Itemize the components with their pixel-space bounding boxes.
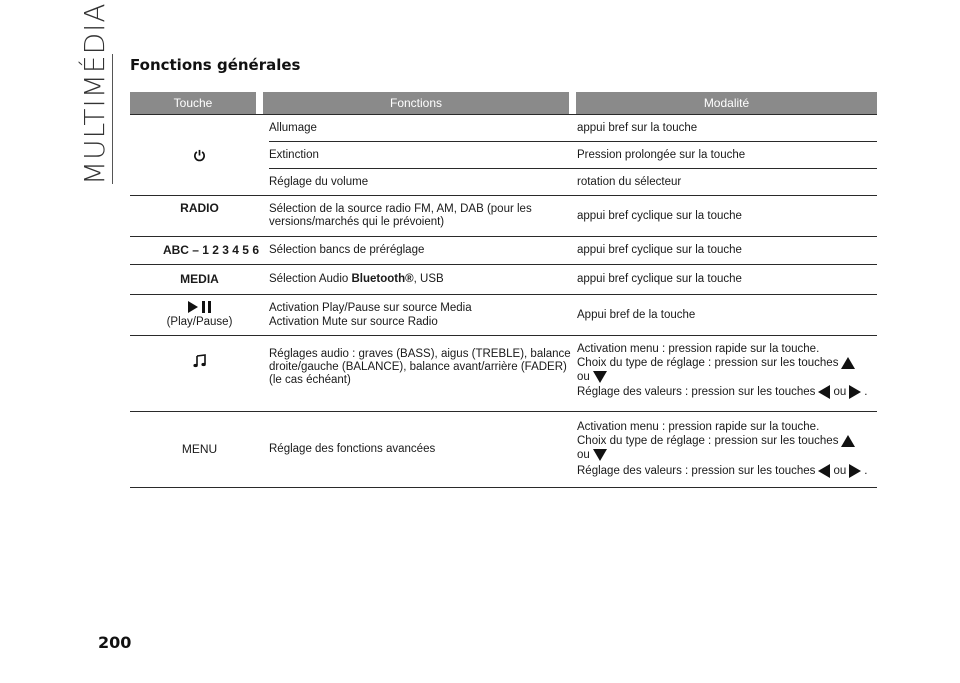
function-text: Sélection bancs de préréglage: [269, 244, 425, 256]
mode-text: Choix du type de réglage : pression sur les touches: [577, 357, 839, 370]
mode-text: Activation menu : pression rapide sur la touche.: [577, 343, 820, 355]
page-number: 200: [98, 633, 132, 652]
table-header: [130, 92, 877, 114]
bluetooth-label: Bluetooth®: [351, 273, 414, 285]
radio-key: RADIO: [180, 201, 219, 215]
table-subrow: [269, 168, 877, 195]
function-text: Sélection de la source radio FM, AM, DAB (pour les versions/marchés qui le prévoient): [269, 203, 532, 228]
function-text: Réglage des fonctions avancées: [269, 443, 436, 455]
function-text: Activation Mute sur source Radio: [269, 315, 438, 328]
triangle-down-icon: [593, 371, 607, 383]
functions-table: [130, 92, 877, 488]
media-key: MEDIA: [180, 272, 219, 286]
table-row-radio: [130, 196, 877, 237]
header-fonctions: Fonctions: [263, 92, 569, 114]
play-pause-label: (Play/Pause): [166, 316, 233, 328]
triangle-right-icon: [849, 385, 861, 399]
mode-text: Réglage des valeurs : pression sur les touches: [577, 464, 816, 477]
table-row-audio: Réglages audio : graves (BASS), aigus (TREBLE), balance droite/gauche (BALANCE), balance avant/arrière (FADER) (le cas échéant) Activation menu : pression rapide sur la touche. Choix du type de réglage : pression sur les touches ou Réglage des valeurs : pression sur les touches ou .: [130, 336, 877, 412]
function-text: Réglage du volume: [269, 175, 369, 188]
power-icon: [193, 149, 206, 162]
music-note-icon: [193, 354, 207, 368]
menu-key: MENU: [181, 442, 218, 456]
triangle-up-icon: [841, 357, 855, 369]
function-text: Allumage: [269, 121, 317, 134]
function-text: Activation Play/Pause sur source Media: [269, 301, 472, 314]
table-row-media: [130, 265, 877, 295]
function-text: Extinction: [269, 148, 319, 161]
mode-text: rotation du sélecteur: [577, 175, 682, 188]
key-cell: [130, 115, 269, 195]
table-row-presets: [130, 237, 877, 265]
triangle-right-icon: [849, 464, 861, 478]
function-text: Sélection Audio Bluetooth®, USB: [269, 273, 444, 285]
table-subrow: [269, 115, 877, 141]
header-modalite: Modalité: [576, 92, 877, 114]
table-row-play-pause: [130, 295, 877, 336]
mode-text: Appui bref de la touche: [577, 308, 696, 321]
function-text: Réglages audio : graves (BASS), aigus (TREBLE), balance droite/gauche (BALANCE), balance avant/arrière (FADER) (le cas échéant): [269, 348, 571, 386]
mode-text: appui bref cyclique sur la touche: [577, 244, 742, 256]
presets-key: ABC – 1 2 3 4 5 6: [162, 243, 259, 257]
mode-text: appui bref cyclique sur la touche: [577, 209, 742, 222]
triangle-left-icon: [818, 464, 830, 478]
mode-text: appui bref sur la touche: [577, 121, 698, 134]
header-touche: Touche: [130, 92, 256, 114]
mode-text: Réglage des valeurs : pression sur les touches: [577, 386, 816, 399]
play-pause-icon: [188, 301, 212, 313]
side-divider: [112, 54, 113, 184]
mode-text: Activation menu : pression rapide sur la touche.: [577, 421, 820, 434]
triangle-up-icon: [841, 435, 855, 447]
triangle-down-icon: [593, 449, 607, 461]
table-row-menu: MENU Réglage des fonctions avancées Activation menu : pression rapide sur la touche. Choix du type de réglage : pression sur les touches ou Réglage des valeurs : pression sur les touches ou .: [130, 412, 877, 488]
section-side-title: MULTIMÉDIA: [78, 2, 111, 185]
mode-text: appui bref cyclique sur la touche: [577, 273, 742, 285]
page-heading: Fonctions générales: [130, 56, 301, 74]
table-row-power: [130, 115, 877, 196]
triangle-left-icon: [818, 385, 830, 399]
mode-text: Pression prolongée sur la touche: [577, 148, 746, 161]
mode-text: Choix du type de réglage : pression sur les touches: [577, 435, 839, 448]
table-subrow: [269, 141, 877, 168]
